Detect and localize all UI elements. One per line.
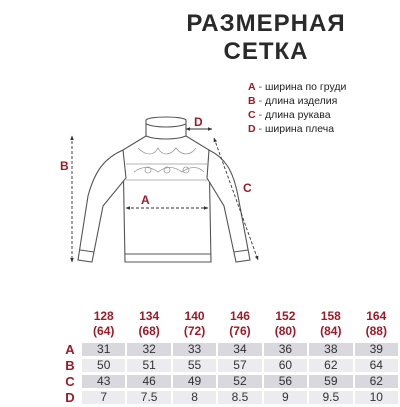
table-cell: 8 xyxy=(173,391,216,404)
legend-key: B xyxy=(248,95,256,107)
sweater-body xyxy=(123,132,211,262)
table-cell: 9.5 xyxy=(309,391,352,404)
table-cell: 57 xyxy=(218,359,261,372)
size-header-cell: 152 (80) xyxy=(274,309,297,338)
table-cell: 49 xyxy=(173,375,216,388)
size-header-cell: 128 (64) xyxy=(93,309,115,338)
size-header-cell: 158 (84) xyxy=(320,309,342,338)
diagram-label-a: A xyxy=(141,193,150,207)
table-cell: 39 xyxy=(355,343,398,356)
table-cell: 8.5 xyxy=(218,391,261,404)
legend-separator: - xyxy=(255,109,265,121)
size-header-cell: 134 (68) xyxy=(138,309,160,338)
legend-text: ширина по груди xyxy=(264,81,347,93)
legend-item-a xyxy=(248,80,398,94)
legend-key: C xyxy=(248,109,256,121)
table-cell: 46 xyxy=(127,375,170,388)
table-row-a xyxy=(60,343,398,356)
table-cell: 59 xyxy=(309,375,352,388)
row-key: D xyxy=(65,390,75,405)
table-cell: 52 xyxy=(218,375,261,388)
size-header-cell: 140 (72) xyxy=(183,309,206,338)
table-cell: 36 xyxy=(264,343,307,356)
diagram-label-c: C xyxy=(243,181,252,195)
table-row-d xyxy=(60,391,398,404)
legend-separator: - xyxy=(255,95,265,107)
table-cell: 10 xyxy=(355,391,398,404)
table-cell: 62 xyxy=(309,359,352,372)
table-cell: 9 xyxy=(264,391,307,404)
table-cell: 7 xyxy=(82,391,125,404)
legend-separator: - xyxy=(255,123,265,135)
row-key: C xyxy=(65,374,75,389)
legend-separator: - xyxy=(255,81,265,93)
legend-key: A xyxy=(248,81,256,93)
legend-text: длина рукава xyxy=(264,109,331,121)
sweater-right-sleeve xyxy=(207,150,250,262)
row-key: B xyxy=(65,358,75,373)
legend-text: ширина плеча xyxy=(264,123,335,135)
sweater-left-sleeve xyxy=(78,150,126,262)
legend-key: D xyxy=(248,123,256,135)
table-cell: 62 xyxy=(355,375,398,388)
table-cell: 50 xyxy=(82,359,125,372)
table-cell: 60 xyxy=(264,359,307,372)
table-cell: 31 xyxy=(82,343,125,356)
table-cell: 64 xyxy=(355,359,398,372)
table-cell: 38 xyxy=(309,343,352,356)
legend-text: длина изделия xyxy=(264,95,338,107)
page-title-line-2: СЕТКА xyxy=(223,38,309,65)
size-table xyxy=(58,305,400,407)
table-row-c xyxy=(60,375,398,388)
sweater-measurement-diagram xyxy=(0,100,400,300)
sweater-collar xyxy=(146,117,186,139)
size-header-row xyxy=(60,308,398,340)
table-cell: 56 xyxy=(264,375,307,388)
diagram-label-b: B xyxy=(60,159,69,173)
table-cell: 7.5 xyxy=(127,391,170,404)
size-header-cell: 164 (88) xyxy=(365,309,387,338)
table-cell: 33 xyxy=(173,343,216,356)
table-row-b xyxy=(60,359,398,372)
table-cell: 32 xyxy=(127,343,170,356)
size-header-cell: 146 (76) xyxy=(229,309,251,338)
table-cell: 34 xyxy=(218,343,261,356)
page-title-line-1: РАЗМЕРНАЯ xyxy=(186,10,346,37)
sweater-illustration xyxy=(78,117,250,262)
table-cell: 51 xyxy=(127,359,170,372)
diagram-label-d: D xyxy=(194,115,203,129)
row-key: A xyxy=(65,342,75,357)
table-cell: 55 xyxy=(173,359,216,372)
table-corner xyxy=(60,308,80,340)
table-cell: 43 xyxy=(82,375,125,388)
